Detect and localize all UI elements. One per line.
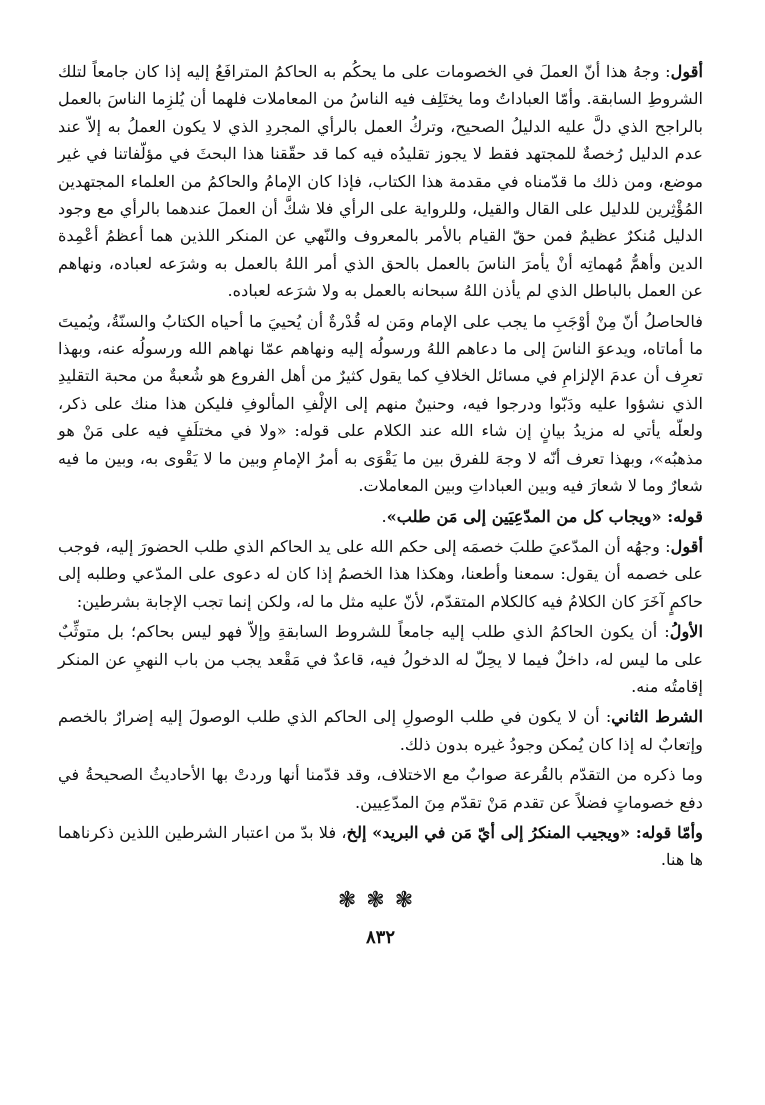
paragraph bbox=[58, 308, 703, 500]
paragraph bbox=[58, 58, 703, 305]
paragraph-text: : وجهُه أن المدّعيَ طلبَ خصمَه إلى حكم الله على يد الحاكم الذي طلب الحضورَ إليه، فوجب على خصمه أن يقول: سمعنا وأطعنا، وهكذا هذا الخصمُ إذا كان له دعوى على المدّعي وطلبه إلى حاكمٍ آخَرَ كان الكلامُ فيه كالكلام المتقدّم، لأنّ عليه مثل ما له، ولكن إنما تجب الإجابة بشرطين: bbox=[58, 536, 703, 611]
paragraph-lead: أقول bbox=[670, 62, 703, 81]
paragraph-text: . bbox=[381, 506, 387, 526]
paragraph-text: : وجهُ هذا أنّ العملَ في الخصومات على ما يحكُم به الحاكمُ المترافَعُ إليه إذا كان جامعاً لتلك الشروطِ السابقة. وأمّا العباداتُ وما يختَلِف فيه الناسُ من المعاملات فلهما أن يُلزِما الناسَ بالعمل بالراجح الذي دلَّ عليه الدليلُ الصحيح، وتركُ العمل بالرأي المجردِ الذي لا يكون العملُ به إلاّ عند عدم الدليل رُخصةٌ للمجتهد فقط لا يجوز تقليدُه فيه كما قد حقّقنا هذا البحثَ في مؤلّفاتنا في غير موضع، ومن ذلك ما قدّمناه في مقدمة هذا الكتاب، فإذا كان الإمامُ والحاكمُ من العلماء المجتهدين المُؤْثِرين للدليل على القال والقيل، وللرواية على الرأي فلا شكَّ أن العملَ عندهما بالرأي مع وجود الدليل مُنكرٌ عظيمٌ فمن حقّ القيام بالأمر بالمعروف والنّهي عن المنكر اللذين هما أعظمُ أعْمِدة الدين وأهمُّ مُهماتِه أنْ يأمرَ الناسَ بالعمل بالحق الذي أمر اللهُ بالعمل به وشرَعه لعباده، ونهاهم عن العمل بالباطل الذي لم يأذن اللهُ سبحانه بالعمل به ولا شرَعه لعباده. bbox=[58, 62, 703, 301]
paragraph-text: : أن لا يكون في طلب الوصولِ إلى الحاكم الذي طلب الوصولَ إليه إضرارٌ بالخصم وإتعابٌ له إذا كان يُمكن وجودُ غيره بدون ذلك. bbox=[58, 707, 703, 754]
paragraph-text: وما ذكره من التقدّم بالقُرعة صوابٌ مع الاختلاف، وقد قدّمنا أنها وردتْ بها الأحاديثُ الصحيحةُ في دفع خصوماتٍ فضلاً عن تقدم مَنْ تقدّم مِنَ المدّعِيين. bbox=[58, 765, 703, 812]
paragraph bbox=[58, 703, 703, 758]
paragraph-text: : أن يكون الحاكمُ الذي طلب إليه جامعاً للشروط السابقةِ وإلاّ فهو ليس بحاكم؛ بل متوثِّبٌ على ما ليس له، داخلٌ فيما لا يحِلّ له الدخولُ فيه، قاعدٌ في مَقْعد يجب من باب النهيِ عن المنكر إقامتُه منه. bbox=[58, 622, 703, 696]
paragraph-text: ، فلا بدّ من اعتبار الشرطين اللذين ذكرناهما ها هنا. bbox=[58, 822, 703, 870]
page-number: ٨٣٢ bbox=[365, 926, 395, 948]
paragraph bbox=[58, 533, 703, 615]
paragraph bbox=[58, 819, 703, 874]
paragraph-lead: الشرط الثاني bbox=[611, 707, 703, 727]
paragraph bbox=[58, 618, 703, 700]
paragraph-lead: الأولُ bbox=[669, 622, 703, 642]
paragraph-lead: أقول bbox=[670, 536, 703, 556]
paragraph-text: فالحاصلُ أنّ مِنْ أوْجَبِ ما يجب على الإمام ومَن له قُدْرةٌ أن يُحييَ ما أحياه الكتابُ والسنّةُ، ويُميتَ ما أماتاه، ويدعوَ الناسَ إلى ما دعاهم اللهُ ورسولُه إليه ونهاهم عمّا نهاهم الله ورسولُه عنه، وبهذا تعرِف أن عدمَ الإلزامِ في مسائل الخلافِ كما يقول كثيرٌ من أهل الفروع هو شُعبةٌ من محبة التقليدِ الذي نشؤوا عليه ودَبّوا ودرجوا فيه، وحنينٌ منهم إلى الإلْفِ المألوفِ فليكن هذا منك على ذكر، ولعلّه يأتي له مزيدُ بيانٍ إن شاء الله عند الكلام على قوله: «ولا في مختلَفٍ فيه على مَنْ هو مذهبُه»، وبهذا تعرف أنّه لا وجهَ للفرق بين ما يَقْوَى به أمرُ الإمامِ وبين ما لا يَقْوى به، وبين ما فيه شعارٌ وما لا شعارَ فيه وبين العباداتِ وبين المعاملات. bbox=[58, 311, 703, 496]
paragraph-lead: قوله: «ويجاب كل من المدّعِيَين إلى مَن طلب» bbox=[386, 506, 703, 526]
paragraph bbox=[58, 503, 703, 530]
paragraph bbox=[58, 761, 703, 816]
body-text bbox=[58, 58, 703, 874]
paragraph-lead: وأمّا قوله: «ويجيب المنكرُ إلى أيّ مَن في البريد» إلخ bbox=[346, 822, 703, 842]
section-divider-ornament: ❃❃❃ bbox=[337, 887, 424, 913]
